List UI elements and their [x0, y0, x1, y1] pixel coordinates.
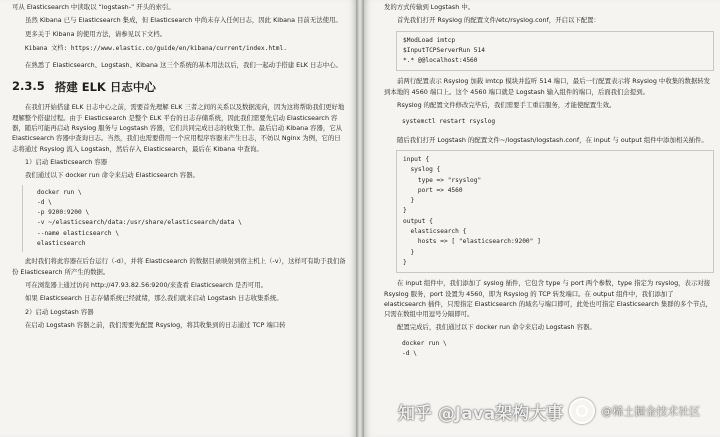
- code-line: -d \: [37, 198, 52, 206]
- code-line: $InputTCPServerRun 514: [403, 46, 485, 54]
- paragraph: 随后我们打开 Logstash 的配置文件~/logstash/logstash.conf，在 input 与 output 组件中添加相关插件。: [397, 135, 708, 144]
- code-line: docker run \: [37, 188, 82, 196]
- code-line: -v ~/elasticsearch/data:/usr/share/elasticsearch/data \: [37, 219, 242, 227]
- paragraph: 在启动 Logstash 容器之前，我们需要先配置 Rsyslog，将其收集到的日志通过 TCP 端口转: [25, 320, 286, 329]
- code-line: elasticsearch {: [403, 228, 467, 236]
- paragraph: 更多关于 Kibana 的使用方法，请参见以下文档。: [25, 29, 166, 38]
- code-block: [394, 336, 714, 363]
- code-line: hosts => [ "elasticsearch:9200" ]: [403, 238, 541, 246]
- paragraph: Rsyslog 的配置文件修改完毕后，我们需要手工重启服务，才能使配置生效。: [397, 101, 616, 110]
- code-line: --name elasticsearch \: [37, 229, 119, 237]
- code-block: [394, 114, 714, 130]
- paragraph: 虽然 Kibana 已与 Elasticsearch 集成，但 Elasticsearch 中尚未存入任何日志，因此 Kibana 目前无法使用。: [25, 16, 342, 25]
- paragraph: 发的方式传输到 Logstash 中。: [384, 3, 475, 11]
- code-line: }: [403, 258, 407, 266]
- left-page: [0, 0, 356, 437]
- code-line: port => 4560: [403, 186, 463, 194]
- code-line: docker run \: [402, 339, 447, 347]
- section-heading: [12, 79, 346, 95]
- juejin-logo-icon: [569, 398, 595, 424]
- code-line: elasticsearch: [37, 240, 86, 248]
- code-line: }: [403, 248, 415, 256]
- code-line: type => "rsyslog": [403, 176, 482, 184]
- paragraph: 在熟悉了 Elasticsearch、Logstash、Kibana 这三个系统的基本用法以后，我们一起动手搭建 ELK 日志中心。: [25, 61, 342, 70]
- book-gutter: [356, 0, 364, 437]
- left-page-content: [12, 2, 346, 333]
- paragraph: 我们通过以下 docker run 命令来启动 Elasticsearch 容器。: [25, 171, 199, 180]
- paragraph: 如果 Elasticsearch 日志存储系统已经就绪，那么我们就来启动 Logstash 日志收集系统。: [25, 294, 283, 303]
- paragraph: 在我们开始搭建 ELK 日志中心之前，需要首先理解 ELK 三者之间的关系以及数据流向，因为这将帮助我们更好地理解整个搭建过程。由于 Elasticsearch 是整个 ELK 平台的日志存储系统，因此我们需要先启动 Elasticsearch 容器，随后可能再启动 Rsyslog 服务与 Logstash 容器，它们共同完成日志的收集工作。最后启动 Kibana 容器，它从 Elasticsearch 容器中查询日志。当然，我们也需要借用一个应用程序容器来产生日志，不妨以 Nginx 为例，它的日志将通过 Rsyslog 流入 Logstash，然后存入 Elasticsearch，最后在 Kibana 中查询。: [12, 103, 345, 153]
- code-line: $ModLoad imtcp: [403, 36, 456, 44]
- step-heading: 1）启动 Elasticsearch 容器: [25, 157, 108, 166]
- paragraph: 在 input 组件中，我们添加了 syslog 插件，它包含 type 与 port 两个参数，type 指定为 rsyslog，表示对接 Rsyslog 服务，port 设置为 4560，即为 Rsyslog 的 TCP 转发端口。在 output 组件中，我们添加了 elasticsearch 插件，只需指定 Elasticsearch 的域名与端口即可，此处也可指定 Elasticsearch 集群的多个节点，只需在数组中用逗号分隔即可。: [384, 279, 713, 319]
- code-block: [396, 150, 714, 273]
- doc-link-line: Kibana 文档: https://www.elastic.co/guide/en/kibana/current/index.html.: [25, 44, 287, 52]
- watermark-subtext: @稀土掘金技术社区: [601, 405, 701, 418]
- code-block: [396, 31, 714, 72]
- code-block: [22, 185, 346, 253]
- section-title: 搭建 ELK 日志中心: [54, 80, 156, 95]
- code-line: *.* @@localhost:4560: [403, 57, 478, 65]
- paragraph: 此时我们将此容器在后台运行（-d），并将 Elasticsearch 的数据目录映射到宿主机上（-v），这样可有助于我们备份 Elasticsearch 所产生的数据。: [12, 257, 346, 276]
- watermark: [398, 391, 718, 431]
- code-line: -d \: [402, 350, 417, 358]
- paragraph: 首先我们打开 Rsyslog 的配置文件/etc/rsyslog.conf，开启以下配置：: [397, 16, 600, 25]
- code-line: syslog {: [403, 166, 441, 174]
- code-line: output {: [403, 217, 433, 225]
- paragraph: 可在浏览器上通过访问 http://47.93.82.56:9200/来查看 Elasticsearch 是否可用。: [25, 280, 267, 289]
- paragraph: 可从 Elasticsearch 中读取以 “logstash-” 开头的索引。: [12, 3, 175, 11]
- code-line: systemctl restart rsyslog: [402, 118, 496, 126]
- code-line: }: [403, 197, 415, 205]
- code-line: -p 9200:9200 \: [37, 209, 90, 217]
- paragraph: 前两行配置表示 Rsyslog 加载 imtcp 模块并监听 514 端口，最后一行配置表示将 Rsyslog 中收集的数据转发到本地的 4560 端口上。这个 4560 端口就是 Logstash 输入组件的端口，后面我们会提到。: [384, 77, 711, 96]
- right-page-content: [384, 2, 714, 366]
- right-page: [364, 0, 720, 437]
- watermark-text: 知乎 @Java架构大事: [398, 403, 564, 424]
- code-line: input {: [403, 155, 430, 163]
- step-heading: 2）启动 Logstash 容器: [25, 307, 94, 316]
- code-line: }: [403, 207, 407, 215]
- paragraph: 配置完成后，我们通过以下 docker run 命令来启动 Logstash 容器。: [397, 323, 596, 332]
- section-number: 2.3.5: [12, 79, 45, 94]
